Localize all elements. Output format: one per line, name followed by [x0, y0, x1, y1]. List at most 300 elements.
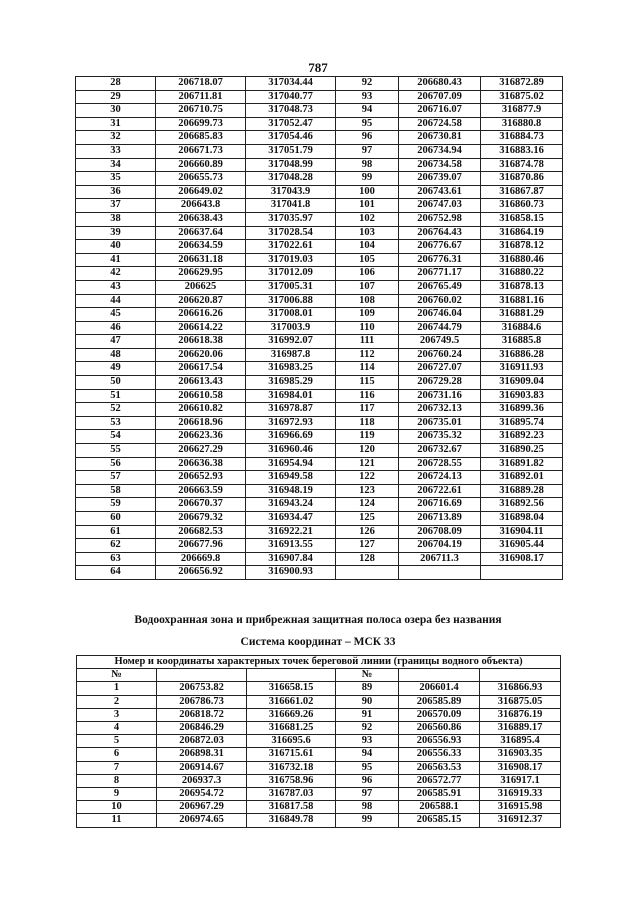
table-cell: 206711.3 [399, 552, 481, 566]
table-row [76, 104, 563, 118]
table-cell: 28 [76, 77, 156, 91]
table-cell: 316884.6 [481, 321, 563, 335]
table-cell: 4 [77, 722, 157, 735]
table-cell: 46 [76, 321, 156, 335]
table-row [76, 539, 563, 553]
table-cell: 317048.99 [246, 158, 336, 172]
table-cell: 121 [336, 457, 399, 471]
table-cell: 316860.73 [481, 199, 563, 213]
table-cell: 317041.8 [246, 199, 336, 213]
table-cell: 206652.93 [156, 471, 246, 485]
table-cell: 316870.86 [481, 172, 563, 186]
table-row [76, 172, 563, 186]
table-cell: 206660.89 [156, 158, 246, 172]
table-cell: 317012.09 [246, 267, 336, 281]
table-cell: 317022.61 [246, 240, 336, 254]
table-cell: 63 [76, 552, 156, 566]
table-cell: 89 [336, 682, 399, 695]
table-cell: 206730.81 [399, 131, 481, 145]
table-cell: 316987.8 [246, 348, 336, 362]
table-cell: 120 [336, 444, 399, 458]
table-cell: 206563.53 [399, 761, 480, 774]
table-cell: 206967.29 [157, 801, 247, 814]
table-cell: 206722.61 [399, 484, 481, 498]
table-cell: 316985.29 [246, 376, 336, 390]
table-cell: 316891.82 [481, 457, 563, 471]
table-cell: 316876.19 [480, 708, 561, 721]
table-cell: 206610.58 [156, 389, 246, 403]
table-cell: 125 [336, 512, 399, 526]
table-cell: 206656.92 [156, 566, 246, 580]
table-cell: 95 [336, 117, 399, 131]
table-cell: 206716.07 [399, 104, 481, 118]
table-cell: 206572.77 [399, 774, 480, 787]
table-cell: 97 [336, 788, 399, 801]
table-row [76, 444, 563, 458]
table-cell: 206685.83 [156, 131, 246, 145]
table-cell: 317019.03 [246, 253, 336, 267]
table-row [76, 471, 563, 485]
table-cell: 206638.43 [156, 212, 246, 226]
table-cell: 206588.1 [399, 801, 480, 814]
table-cell: 100 [336, 185, 399, 199]
table-cell: 316903.83 [481, 389, 563, 403]
table-cell [481, 566, 563, 580]
table-cell: 206655.73 [156, 172, 246, 186]
table-cell: 316867.87 [481, 185, 563, 199]
table-row [76, 280, 563, 294]
table-cell: 97 [336, 144, 399, 158]
table-cell: 62 [76, 539, 156, 553]
table-row [76, 267, 563, 281]
table-cell: 6 [77, 748, 157, 761]
table-cell: 206771.17 [399, 267, 481, 281]
table-cell: 316908.17 [481, 552, 563, 566]
table-cell: 30 [76, 104, 156, 118]
table-cell: 206616.26 [156, 308, 246, 322]
table-cell: 112 [336, 348, 399, 362]
table-cell: 206704.19 [399, 539, 481, 553]
table-row [77, 748, 561, 761]
table-row [76, 294, 563, 308]
table-cell: 127 [336, 539, 399, 553]
table-cell: 206732.67 [399, 444, 481, 458]
table-cell: 317051.79 [246, 144, 336, 158]
table-row [77, 788, 561, 801]
table-cell: 206613.43 [156, 376, 246, 390]
table-cell: 317003.9 [246, 321, 336, 335]
table-cell: 317048.73 [246, 104, 336, 118]
table-row [76, 376, 563, 390]
table-row [76, 226, 563, 240]
table-row [76, 552, 563, 566]
table-cell: 122 [336, 471, 399, 485]
table-cell: 206732.13 [399, 403, 481, 417]
table-cell: 206914.67 [157, 761, 247, 774]
table-row [76, 185, 563, 199]
table-cell: 96 [336, 131, 399, 145]
table-cell: 41 [76, 253, 156, 267]
section-title: Водоохранная зона и прибрежная защитная полоса озера без названия [134, 614, 502, 626]
table-cell: 50 [76, 376, 156, 390]
table-cell: 316949.58 [246, 471, 336, 485]
table-row [76, 525, 563, 539]
table-cell: 206614.22 [156, 321, 246, 335]
table-cell: 206627.29 [156, 444, 246, 458]
table-cell: 49 [76, 362, 156, 376]
table-cell: 316872.89 [481, 77, 563, 91]
table-cell: 316908.17 [480, 761, 561, 774]
table-cell [336, 566, 399, 580]
table-cell: 316948.19 [246, 484, 336, 498]
table-cell: 11 [77, 814, 157, 827]
table-row [76, 389, 563, 403]
table-cell: 316661.02 [247, 695, 336, 708]
table-cell: 128 [336, 552, 399, 566]
table-cell: 206618.96 [156, 416, 246, 430]
table-row [76, 362, 563, 376]
table-cell: 316849.78 [247, 814, 336, 827]
table-cell: 316909.04 [481, 376, 563, 390]
table-row [77, 708, 561, 721]
table-cell: 316984.01 [246, 389, 336, 403]
table-cell: 316992.07 [246, 335, 336, 349]
table-cell: 206682.53 [156, 525, 246, 539]
table-cell: 206708.09 [399, 525, 481, 539]
table-cell: 102 [336, 212, 399, 226]
table-row [77, 735, 561, 748]
table-cell: 206620.87 [156, 294, 246, 308]
table-cell: 206765.49 [399, 280, 481, 294]
table-cell: 92 [336, 77, 399, 91]
table-cell: 45 [76, 308, 156, 322]
table-cell: 206585.91 [399, 788, 480, 801]
table-cell: 43 [76, 280, 156, 294]
table-cell: 206776.31 [399, 253, 481, 267]
table-cell: 316881.16 [481, 294, 563, 308]
table-cell: 33 [76, 144, 156, 158]
table-row [76, 90, 563, 104]
table-cell: 206818.72 [157, 708, 247, 721]
table-cell: 124 [336, 498, 399, 512]
table-cell: 316898.04 [481, 512, 563, 526]
table-cell: 316658.15 [247, 682, 336, 695]
column-header [157, 669, 247, 682]
table-cell: 1 [77, 682, 157, 695]
table-row [77, 774, 561, 787]
table-cell: 316892.01 [481, 471, 563, 485]
table-cell: 316907.84 [246, 552, 336, 566]
table-cell: 316890.25 [481, 444, 563, 458]
table-cell: 59 [76, 498, 156, 512]
table-cell: 9 [77, 788, 157, 801]
table-row [76, 240, 563, 254]
table-cell: 316903.35 [480, 748, 561, 761]
table-cell: 98 [336, 801, 399, 814]
table-cell: 206716.69 [399, 498, 481, 512]
table-cell: 98 [336, 158, 399, 172]
table-cell: 99 [336, 172, 399, 186]
table-cell: 316875.05 [480, 695, 561, 708]
table-cell: 36 [76, 185, 156, 199]
table-cell: 206776.67 [399, 240, 481, 254]
table-cell: 317043.9 [246, 185, 336, 199]
table-row [76, 498, 563, 512]
table-row [77, 761, 561, 774]
table-cell: 206631.18 [156, 253, 246, 267]
table-cell: 206731.16 [399, 389, 481, 403]
table-row [77, 695, 561, 708]
table-cell: 99 [336, 814, 399, 827]
table-cell: 32 [76, 131, 156, 145]
table-cell: 317040.77 [246, 90, 336, 104]
table-cell: 206560.86 [399, 722, 480, 735]
table-cell: 206724.13 [399, 471, 481, 485]
table-cell: 316911.93 [481, 362, 563, 376]
table-cell: 316895.74 [481, 416, 563, 430]
table-cell: 57 [76, 471, 156, 485]
table-cell: 206585.89 [399, 695, 480, 708]
table-cell: 316934.47 [246, 512, 336, 526]
table-cell: 54 [76, 430, 156, 444]
table-cell: 206617.54 [156, 362, 246, 376]
table-cell: 206556.93 [399, 735, 480, 748]
table-row [76, 131, 563, 145]
table-cell: 206734.58 [399, 158, 481, 172]
table-cell: 111 [336, 335, 399, 349]
table-cell: 316954.94 [246, 457, 336, 471]
table-cell: 110 [336, 321, 399, 335]
table-cell: 206718.07 [156, 77, 246, 91]
table-row [76, 199, 563, 213]
table-cell: 206663.59 [156, 484, 246, 498]
table-cell: 206710.75 [156, 104, 246, 118]
table-cell: 206677.96 [156, 539, 246, 553]
table-cell: 316943.24 [246, 498, 336, 512]
table-row [76, 117, 563, 131]
table-cell: 206679.32 [156, 512, 246, 526]
table-cell: 316892.56 [481, 498, 563, 512]
table-cell: 206649.02 [156, 185, 246, 199]
table-cell: 3 [77, 708, 157, 721]
column-header [247, 669, 336, 682]
table-cell: 31 [76, 117, 156, 131]
table-cell: 316817.58 [247, 801, 336, 814]
table-cell: 206937.3 [157, 774, 247, 787]
table-cell: 61 [76, 525, 156, 539]
table-cell: 316886.28 [481, 348, 563, 362]
table-cell: 29 [76, 90, 156, 104]
table-cell: 316913.55 [246, 539, 336, 553]
table-row [76, 335, 563, 349]
table-cell: 317052.47 [246, 117, 336, 131]
table-cell: 206601.4 [399, 682, 480, 695]
table-row [76, 348, 563, 362]
table-cell: 206713.89 [399, 512, 481, 526]
table-cell: 109 [336, 308, 399, 322]
table-cell: 37 [76, 199, 156, 213]
table-cell: 107 [336, 280, 399, 294]
table-cell: 44 [76, 294, 156, 308]
table-cell: 316681.25 [247, 722, 336, 735]
table-cell: 206629.95 [156, 267, 246, 281]
table-cell: 2 [77, 695, 157, 708]
table-cell: 206974.65 [157, 814, 247, 827]
table-cell: 317034.44 [246, 77, 336, 91]
table-cell: 316884.73 [481, 131, 563, 145]
table-row [77, 801, 561, 814]
table-cell: 206743.61 [399, 185, 481, 199]
table-cell: 316889.17 [480, 722, 561, 735]
table-cell: 206872.03 [157, 735, 247, 748]
table-cell: 206898.31 [157, 748, 247, 761]
table-cell: 206623.36 [156, 430, 246, 444]
table-cell: 316864.19 [481, 226, 563, 240]
table-cell: 206753.82 [157, 682, 247, 695]
table-cell: 316900.93 [246, 566, 336, 580]
table-cell: 317048.28 [246, 172, 336, 186]
table-cell: 206735.32 [399, 430, 481, 444]
table-cell: 123 [336, 484, 399, 498]
table-cell: 206570.09 [399, 708, 480, 721]
table-row [76, 566, 563, 580]
table-cell: 206739.07 [399, 172, 481, 186]
table-cell: 316915.98 [480, 801, 561, 814]
table-cell: 206643.8 [156, 199, 246, 213]
table-cell: 316904.11 [481, 525, 563, 539]
table-cell: 317005.31 [246, 280, 336, 294]
table-cell: 5 [77, 735, 157, 748]
table-cell: 316966.69 [246, 430, 336, 444]
table-cell: 206634.59 [156, 240, 246, 254]
table-cell: 206711.81 [156, 90, 246, 104]
table-cell: 316695.6 [247, 735, 336, 748]
table-cell [399, 566, 481, 580]
table-cell: 316892.23 [481, 430, 563, 444]
table-cell: 316889.28 [481, 484, 563, 498]
table-cell: 106 [336, 267, 399, 281]
table-cell: 56 [76, 457, 156, 471]
table-cell: 206637.64 [156, 226, 246, 240]
table-cell: 317028.54 [246, 226, 336, 240]
table-row [76, 253, 563, 267]
table-cell: 7 [77, 761, 157, 774]
table-row [76, 512, 563, 526]
table-cell: 316917.1 [480, 774, 561, 787]
table-row [77, 682, 561, 695]
table-cell: 317008.01 [246, 308, 336, 322]
table-cell: 316880.22 [481, 267, 563, 281]
table-cell: 206724.58 [399, 117, 481, 131]
table-row [76, 416, 563, 430]
table-cell: 206727.07 [399, 362, 481, 376]
table-cell: 42 [76, 267, 156, 281]
table-cell: 317054.46 [246, 131, 336, 145]
table-cell: 206752.98 [399, 212, 481, 226]
table-cell: 206954.72 [157, 788, 247, 801]
table-cell: 93 [336, 735, 399, 748]
table-cell: 206729.28 [399, 376, 481, 390]
table-cell: 206786.73 [157, 695, 247, 708]
table-cell: 316758.96 [247, 774, 336, 787]
table-cell: 206669.8 [156, 552, 246, 566]
table-cell: 108 [336, 294, 399, 308]
coordinates-table-continued [75, 76, 563, 580]
table-cell: 206625 [156, 280, 246, 294]
table-cell: 60 [76, 512, 156, 526]
table-cell: 8 [77, 774, 157, 787]
table-cell: 94 [336, 104, 399, 118]
table-cell: 118 [336, 416, 399, 430]
table-cell: 316874.78 [481, 158, 563, 172]
table-cell: 316960.46 [246, 444, 336, 458]
table-cell: 206846.29 [157, 722, 247, 735]
table-row [76, 77, 563, 91]
table-cell: 316905.44 [481, 539, 563, 553]
table-cell: 92 [336, 722, 399, 735]
table-cell: 206747.03 [399, 199, 481, 213]
table-cell: 206636.38 [156, 457, 246, 471]
table-cell: 316885.8 [481, 335, 563, 349]
table-cell: 52 [76, 403, 156, 417]
table-row [76, 308, 563, 322]
table-cell: 10 [77, 801, 157, 814]
table-cell: 316715.61 [247, 748, 336, 761]
table-cell: 206760.02 [399, 294, 481, 308]
table-cell: 316912.37 [480, 814, 561, 827]
table-cell: 51 [76, 389, 156, 403]
table-cell: 316895.4 [480, 735, 561, 748]
table-cell: 316983.25 [246, 362, 336, 376]
table-cell: 94 [336, 748, 399, 761]
table-row [76, 144, 563, 158]
table-cell: 316878.13 [481, 280, 563, 294]
table-cell: 316732.18 [247, 761, 336, 774]
page-number: 787 [308, 60, 328, 75]
table-cell: 206764.43 [399, 226, 481, 240]
table-cell: 316787.03 [247, 788, 336, 801]
table-cell: 47 [76, 335, 156, 349]
table-row [76, 212, 563, 226]
table-cell: 101 [336, 199, 399, 213]
table-cell: 48 [76, 348, 156, 362]
table-cell: 316880.46 [481, 253, 563, 267]
table-cell: 206744.79 [399, 321, 481, 335]
table-cell: 316877.9 [481, 104, 563, 118]
table-cell: 206728.55 [399, 457, 481, 471]
table-cell: 55 [76, 444, 156, 458]
table-cell: 96 [336, 774, 399, 787]
table-cell: 206760.24 [399, 348, 481, 362]
table-cell: 53 [76, 416, 156, 430]
table-cell: 206746.04 [399, 308, 481, 322]
table-row [76, 403, 563, 417]
table-cell: 90 [336, 695, 399, 708]
table-cell: 64 [76, 566, 156, 580]
table-cell: 105 [336, 253, 399, 267]
table-cell: 316919.33 [480, 788, 561, 801]
table-row [76, 321, 563, 335]
table-cell: 104 [336, 240, 399, 254]
shoreline-coordinates-table [76, 655, 561, 828]
table-cell: 206734.94 [399, 144, 481, 158]
table-cell: 206707.09 [399, 90, 481, 104]
table-cell: 114 [336, 362, 399, 376]
table-cell: 316978.87 [246, 403, 336, 417]
table-cell: 206556.33 [399, 748, 480, 761]
table-cell: 206749.5 [399, 335, 481, 349]
table-cell: 206680.43 [399, 77, 481, 91]
